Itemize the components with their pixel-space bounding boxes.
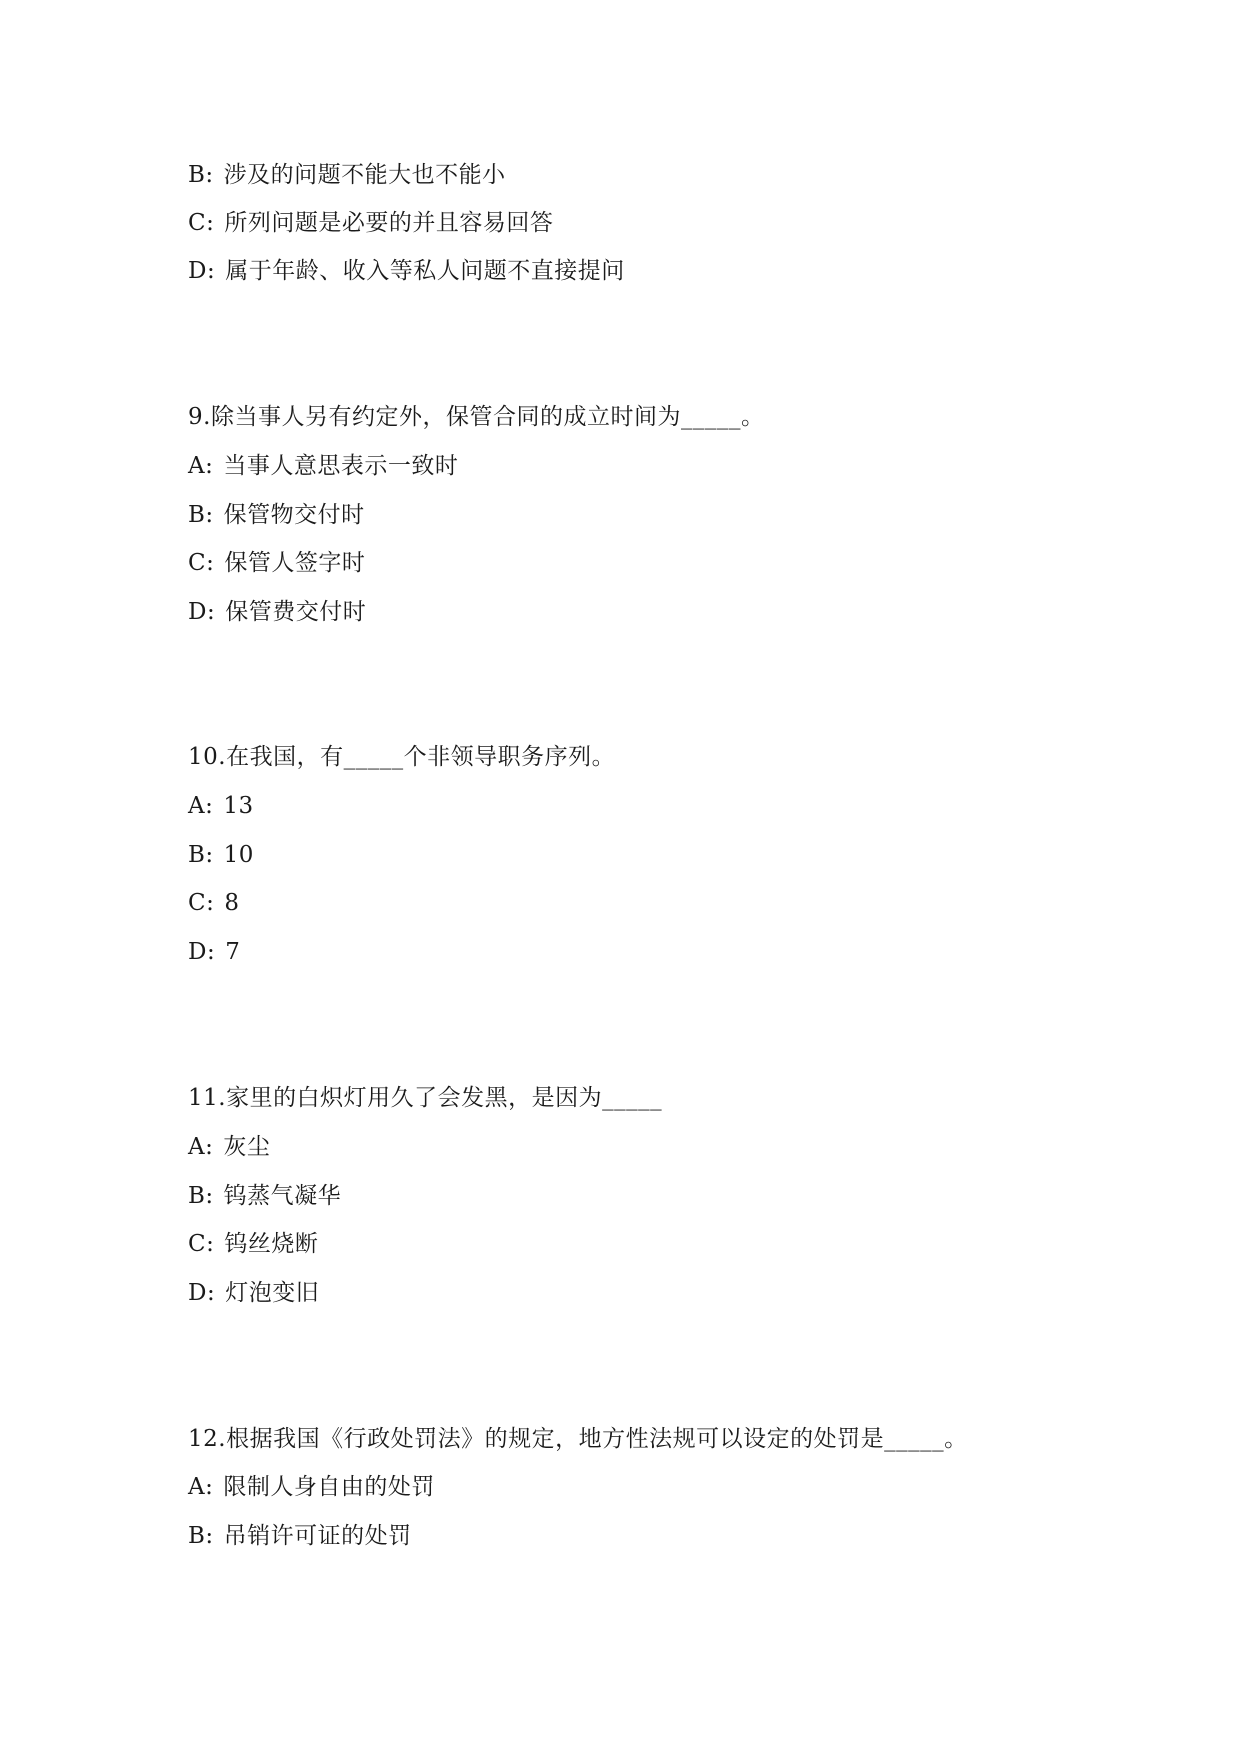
option-separator: :: [205, 1134, 214, 1160]
q9-stem: 9.除当事人另有约定外，保管合同的成立时间为_____。: [188, 404, 765, 430]
option-letter: B: [188, 502, 206, 528]
option-letter: A: [188, 1474, 206, 1500]
q11-option-d: [188, 1278, 319, 1308]
option-separator: :: [206, 1231, 215, 1257]
option-text: 吊销许可证的处罚: [223, 1523, 412, 1549]
option-text: 钨丝烧断: [224, 1231, 319, 1257]
option-separator: :: [205, 1523, 214, 1549]
option-separator: :: [205, 1183, 214, 1209]
q12-stem: 12.根据我国《行政处罚法》的规定，地方性法规可以设定的处罚是_____。: [188, 1426, 968, 1452]
option-separator: :: [206, 258, 216, 284]
option-text: 涉及的问题不能大也不能小: [223, 162, 506, 188]
option-text: 灯泡变旧: [225, 1280, 320, 1306]
q8-option-b: [188, 160, 506, 190]
q11-option-b: [188, 1181, 341, 1211]
q11-stem: 11.家里的白炽灯用久了会发黑，是因为_____: [188, 1085, 663, 1111]
q9-option-d: [188, 597, 366, 627]
option-letter: C: [188, 1231, 207, 1257]
option-text: 13: [223, 793, 254, 819]
option-letter: D: [188, 258, 207, 284]
option-text: 保管物交付时: [223, 502, 365, 528]
option-letter: B: [188, 842, 206, 868]
option-separator: :: [205, 1474, 214, 1500]
q8-option-d: [188, 256, 625, 286]
option-text: 钨蒸气凝华: [223, 1183, 342, 1209]
option-separator: :: [206, 210, 215, 236]
option-letter: A: [188, 793, 206, 819]
option-separator: :: [206, 550, 215, 576]
option-text: 保管费交付时: [225, 599, 367, 625]
q9-option-a: [188, 451, 458, 481]
option-separator: :: [205, 453, 214, 479]
option-letter: C: [188, 550, 207, 576]
q12-option-b: [188, 1521, 412, 1551]
q10-option-a: [188, 791, 254, 821]
option-separator: :: [205, 162, 214, 188]
option-separator: :: [205, 793, 214, 819]
option-separator: :: [206, 1280, 216, 1306]
q9-option-b: [188, 500, 365, 530]
option-separator: :: [205, 502, 214, 528]
option-letter: B: [188, 1183, 206, 1209]
q11-option-c: [188, 1229, 318, 1259]
option-text: 当事人意思表示一致时: [223, 453, 459, 479]
option-text: 8: [224, 890, 240, 916]
option-letter: C: [188, 890, 207, 916]
option-letter: B: [188, 162, 206, 188]
q10-option-b: [188, 840, 254, 870]
option-letter: D: [188, 599, 207, 625]
option-letter: A: [188, 453, 206, 479]
option-text: 7: [225, 939, 241, 965]
option-text: 10: [223, 842, 254, 868]
q8-option-c: [188, 208, 553, 238]
q9-option-c: [188, 548, 365, 578]
option-text: 保管人签字时: [224, 550, 366, 576]
option-text: 所列问题是必要的并且容易回答: [224, 210, 554, 236]
option-separator: :: [206, 939, 216, 965]
q10-option-c: [188, 888, 240, 918]
q10-stem: 10.在我国，有_____个非领导职务序列。: [188, 744, 616, 770]
option-letter: D: [188, 1280, 207, 1306]
option-letter: B: [188, 1523, 206, 1549]
option-letter: A: [188, 1134, 206, 1160]
option-letter: C: [188, 210, 207, 236]
option-text: 灰尘: [223, 1134, 271, 1160]
q10-option-d: [188, 937, 240, 967]
option-separator: :: [206, 890, 215, 916]
option-separator: :: [206, 599, 216, 625]
option-separator: :: [205, 842, 214, 868]
option-letter: D: [188, 939, 207, 965]
q11-option-a: [188, 1132, 270, 1162]
option-text: 限制人身自由的处罚: [223, 1474, 435, 1500]
q12-option-a: [188, 1472, 435, 1502]
option-text: 属于年龄、收入等私人问题不直接提问: [225, 258, 625, 284]
